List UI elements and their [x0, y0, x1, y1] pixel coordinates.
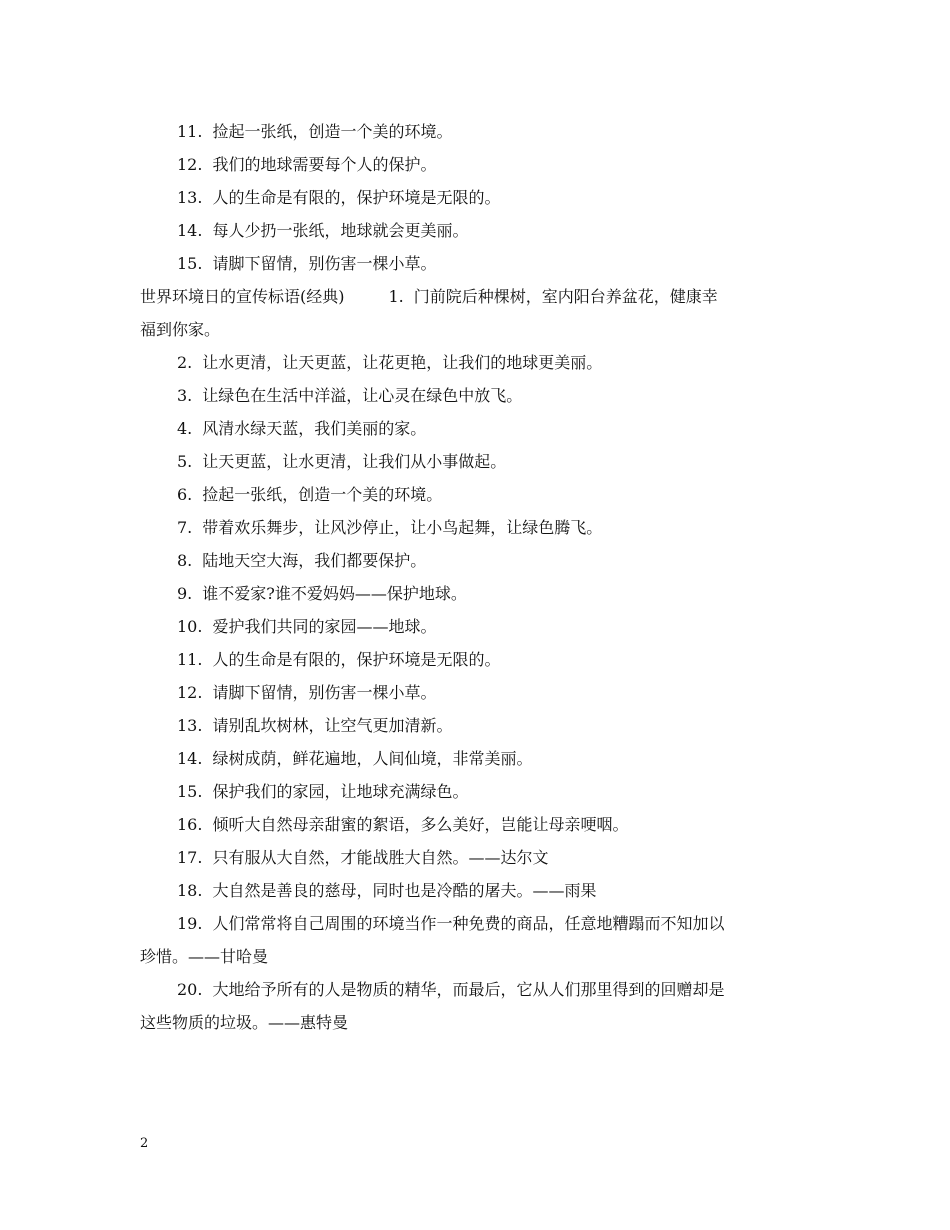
item-text: 人的生命是有限的，保护环境是无限的。 — [212, 650, 501, 669]
item-number: 17. — [177, 848, 203, 867]
item-number: 4. — [177, 419, 193, 438]
item-text: 每人少扔一张纸，地球就会更美丽。 — [212, 221, 469, 240]
item-text: 捡起一张纸，创造一个美的环境。 — [212, 122, 453, 141]
list-item — [140, 841, 815, 874]
item-number: 7. — [177, 518, 193, 537]
item-number: 10. — [177, 617, 203, 636]
item-number: 15. — [177, 254, 203, 273]
list-item — [140, 775, 815, 808]
item-text: 带着欢乐舞步，让风沙停止，让小鸟起舞，让绿色腾飞。 — [202, 518, 603, 537]
list-item — [140, 907, 815, 940]
item-text: 人们常常将自己周围的环境当作一种免费的商品，任意地糟蹋而不知加以 — [212, 914, 725, 933]
item-text: 陆地天空大海，我们都要保护。 — [202, 551, 427, 570]
item-text: 请脚下留情，别伤害一棵小草。 — [212, 254, 437, 273]
list-item — [140, 214, 815, 247]
item-number: 19. — [177, 914, 203, 933]
item-number: 13. — [177, 716, 203, 735]
item-number: 16. — [177, 815, 203, 834]
item-number: 11. — [177, 122, 203, 141]
list-item — [140, 874, 815, 907]
item-text: 风清水绿天蓝，我们美丽的家。 — [202, 419, 427, 438]
item-text: 爱护我们共同的家园——地球。 — [212, 617, 437, 636]
list-item — [140, 247, 815, 280]
item-number: 15. — [177, 782, 203, 801]
page-number: 2 — [140, 1136, 149, 1151]
item-text: 倾听大自然母亲甜蜜的絮语，多么美好，岂能让母亲哽咽。 — [212, 815, 629, 834]
item-number: 3. — [177, 386, 193, 405]
list-item — [140, 346, 815, 379]
item-text: 保护我们的家园，让地球充满绿色。 — [212, 782, 469, 801]
item-text: 只有服从大自然，才能战胜大自然。——达尔文 — [212, 848, 549, 867]
item-text: 我们的地球需要每个人的保护。 — [212, 155, 437, 174]
item-number: 9. — [177, 584, 193, 603]
section-heading-line — [140, 280, 815, 313]
item-number: 2. — [177, 353, 193, 372]
item-number: 14. — [177, 749, 203, 768]
item-continuation: 珍惜。——甘哈曼 — [140, 947, 269, 966]
list-item — [140, 709, 815, 742]
item-number: 5. — [177, 452, 193, 471]
item-number: 1. — [388, 287, 404, 306]
item-text: 人的生命是有限的，保护环境是无限的。 — [212, 188, 501, 207]
list-item — [140, 808, 815, 841]
item-number: 12. — [177, 683, 203, 702]
list-item — [140, 181, 815, 214]
list-item — [140, 511, 815, 544]
list-item — [140, 742, 815, 775]
page-content — [140, 115, 815, 1039]
list-item — [140, 577, 815, 610]
item-text: 让绿色在生活中洋溢，让心灵在绿色中放飞。 — [202, 386, 523, 405]
list-item — [140, 478, 815, 511]
item-text: 让水更清，让天更蓝，让花更艳，让我们的地球更美丽。 — [202, 353, 603, 372]
item-text: 让天更蓝，让水更清，让我们从小事做起。 — [202, 452, 507, 471]
item-continuation: 福到你家。 — [140, 320, 221, 339]
list-item — [140, 445, 815, 478]
item-number: 6. — [177, 485, 193, 504]
item-text: 谁不爱家?谁不爱妈妈——保护地球。 — [202, 584, 467, 603]
item-number: 14. — [177, 221, 203, 240]
list-item — [140, 148, 815, 181]
list-item — [140, 544, 815, 577]
item-text: 门前院后种棵树，室内阳台养盆花，健康幸 — [413, 287, 718, 306]
item-text: 大自然是善良的慈母，同时也是冷酷的屠夫。——雨果 — [212, 881, 597, 900]
list-item — [140, 610, 815, 643]
item-number: 11. — [177, 650, 203, 669]
item-text: 大地给予所有的人是物质的精华，而最后，它从人们那里得到的回赠却是 — [212, 980, 725, 999]
item-text: 请脚下留情，别伤害一棵小草。 — [212, 683, 437, 702]
list-item — [140, 973, 815, 1006]
item-continuation: 这些物质的垃圾。——惠特曼 — [140, 1013, 349, 1032]
item-text: 绿树成荫，鲜花遍地，人间仙境，非常美丽。 — [212, 749, 533, 768]
section-title: 世界环境日的宣传标语(经典) — [140, 287, 345, 306]
list-item — [140, 643, 815, 676]
item-text: 捡起一张纸，创造一个美的环境。 — [202, 485, 443, 504]
item-number: 13. — [177, 188, 203, 207]
item-number: 18. — [177, 881, 203, 900]
list-item — [140, 115, 815, 148]
item-number: 8. — [177, 551, 193, 570]
list-item — [140, 412, 815, 445]
item-number: 20. — [177, 980, 203, 999]
list-item — [140, 676, 815, 709]
item-number: 12. — [177, 155, 203, 174]
item-text: 请别乱坎树林，让空气更加清新。 — [212, 716, 453, 735]
list-item — [140, 379, 815, 412]
